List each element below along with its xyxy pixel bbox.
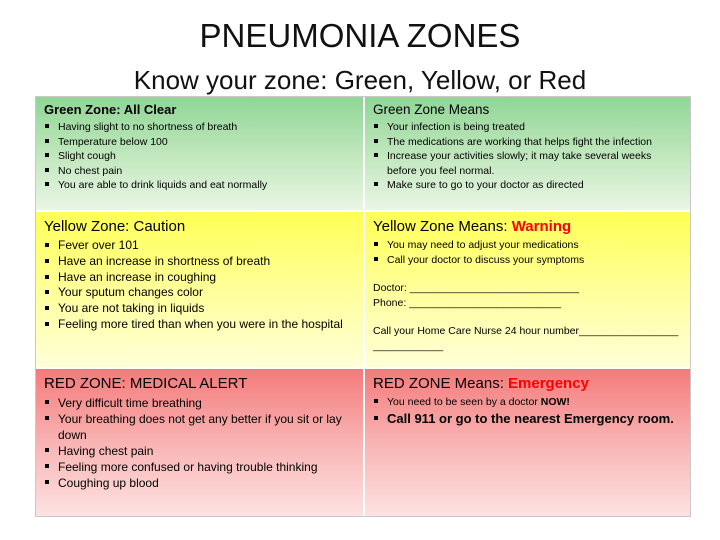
yellow-zone-means-header: Yellow Zone Means: Warning <box>373 218 572 235</box>
list-item: Make sure to go to your doctor as directed <box>373 178 682 193</box>
list-item: Have an increase in shortness of breath <box>44 254 355 270</box>
green-zone-means-header: Green Zone Means <box>373 102 490 117</box>
red-zone-symptoms-list <box>44 395 355 491</box>
list-item: Very difficult time breathing <box>44 395 355 411</box>
red-zone-symptoms-cell <box>36 369 363 516</box>
bullet-icon <box>374 399 378 403</box>
list-item: Feeling more tired than when you were in the hospital <box>44 317 355 333</box>
list-item: You are not taking in liquids <box>44 301 355 317</box>
bullet-icon <box>45 306 49 310</box>
bullet-icon <box>45 448 49 452</box>
bullet-icon <box>45 124 49 128</box>
list-item: The medications are working that helps fight the infection <box>373 135 682 150</box>
slide-title: PNEUMONIA ZONES <box>199 17 521 54</box>
bullet-icon <box>45 322 49 326</box>
bullet-icon <box>45 139 49 143</box>
green-zone-symptoms-list <box>44 120 355 193</box>
yellow-zone-symptoms-cell <box>36 212 363 367</box>
doctor-line: Doctor: _____________________________ <box>373 282 580 294</box>
list-item: Temperature below 100 <box>44 135 355 150</box>
bullet-icon <box>45 153 49 157</box>
zones-table <box>35 96 691 517</box>
home-care-nurse-line: Call your Home Care Nurse 24 hour number_____________________________ <box>373 325 679 352</box>
bullet-icon <box>45 464 49 468</box>
list-item: Your breathing does not get any better if you sit or lay down <box>44 411 355 443</box>
list-item: Fever over 101 <box>44 238 355 254</box>
red-zone-means-list <box>373 395 682 428</box>
bullet-icon <box>374 124 378 128</box>
bullet-icon <box>45 480 49 484</box>
bullet-icon <box>374 139 378 143</box>
yellow-zone-row <box>36 210 690 367</box>
yellow-zone-symptoms-list <box>44 238 355 333</box>
bullet-icon <box>374 182 378 186</box>
list-item: Coughing up blood <box>44 475 355 491</box>
bullet-icon <box>45 416 49 420</box>
bullet-icon <box>45 400 49 404</box>
list-item: Feeling more confused or having trouble thinking <box>44 459 355 475</box>
list-item: Call 911 or go to the nearest Emergency room. <box>373 410 682 428</box>
yellow-zone-header: Yellow Zone: Caution <box>44 218 186 235</box>
list-item: Increase your activities slowly; it may take several weeks before you feel normal. <box>373 149 682 178</box>
warning-label: Warning <box>511 218 572 235</box>
bullet-icon <box>374 242 378 246</box>
bullet-icon <box>45 182 49 186</box>
list-item: No chest pain <box>44 164 355 179</box>
green-zone-means-cell <box>363 97 690 210</box>
bullet-icon <box>374 257 378 261</box>
list-item: Have an increase in coughing <box>44 270 355 286</box>
list-item: You may need to adjust your medications <box>373 238 682 253</box>
list-item: Slight cough <box>44 149 355 164</box>
bullet-icon <box>45 259 49 263</box>
slide-subtitle: Know your zone: Green, Yellow, or Red <box>133 65 587 95</box>
list-item: You are able to drink liquids and eat normally <box>44 178 355 193</box>
yellow-zone-means-cell <box>363 212 690 367</box>
red-zone-header: RED ZONE: MEDICAL ALERT <box>44 375 248 392</box>
yellow-zone-means-list <box>373 238 682 267</box>
green-zone-header: Green Zone: All Clear <box>44 102 177 117</box>
list-item: Your infection is being treated <box>373 120 682 135</box>
bullet-icon <box>45 290 49 294</box>
emergency-label: Emergency <box>508 375 589 392</box>
list-item: Call your doctor to discuss your symptoms <box>373 253 682 268</box>
bullet-icon <box>45 168 49 172</box>
red-zone-means-cell <box>363 369 690 516</box>
red-zone-row <box>36 367 690 516</box>
list-item: You need to be seen by a doctor NOW! <box>373 395 682 410</box>
now-emphasis: NOW! <box>540 396 570 408</box>
list-item: Having chest pain <box>44 443 355 459</box>
bullet-icon <box>374 153 378 157</box>
list-item: Your sputum changes color <box>44 285 355 301</box>
bullet-icon <box>374 416 378 420</box>
green-zone-row <box>36 97 690 210</box>
phone-line: Phone: __________________________ <box>373 296 562 309</box>
green-zone-means-list <box>373 120 682 193</box>
bullet-icon <box>45 275 49 279</box>
bullet-icon <box>45 243 49 247</box>
list-item: Having slight to no shortness of breath <box>44 120 355 135</box>
red-zone-means-header: RED ZONE Means: Emergency <box>373 375 589 392</box>
green-zone-symptoms-cell <box>36 97 363 210</box>
